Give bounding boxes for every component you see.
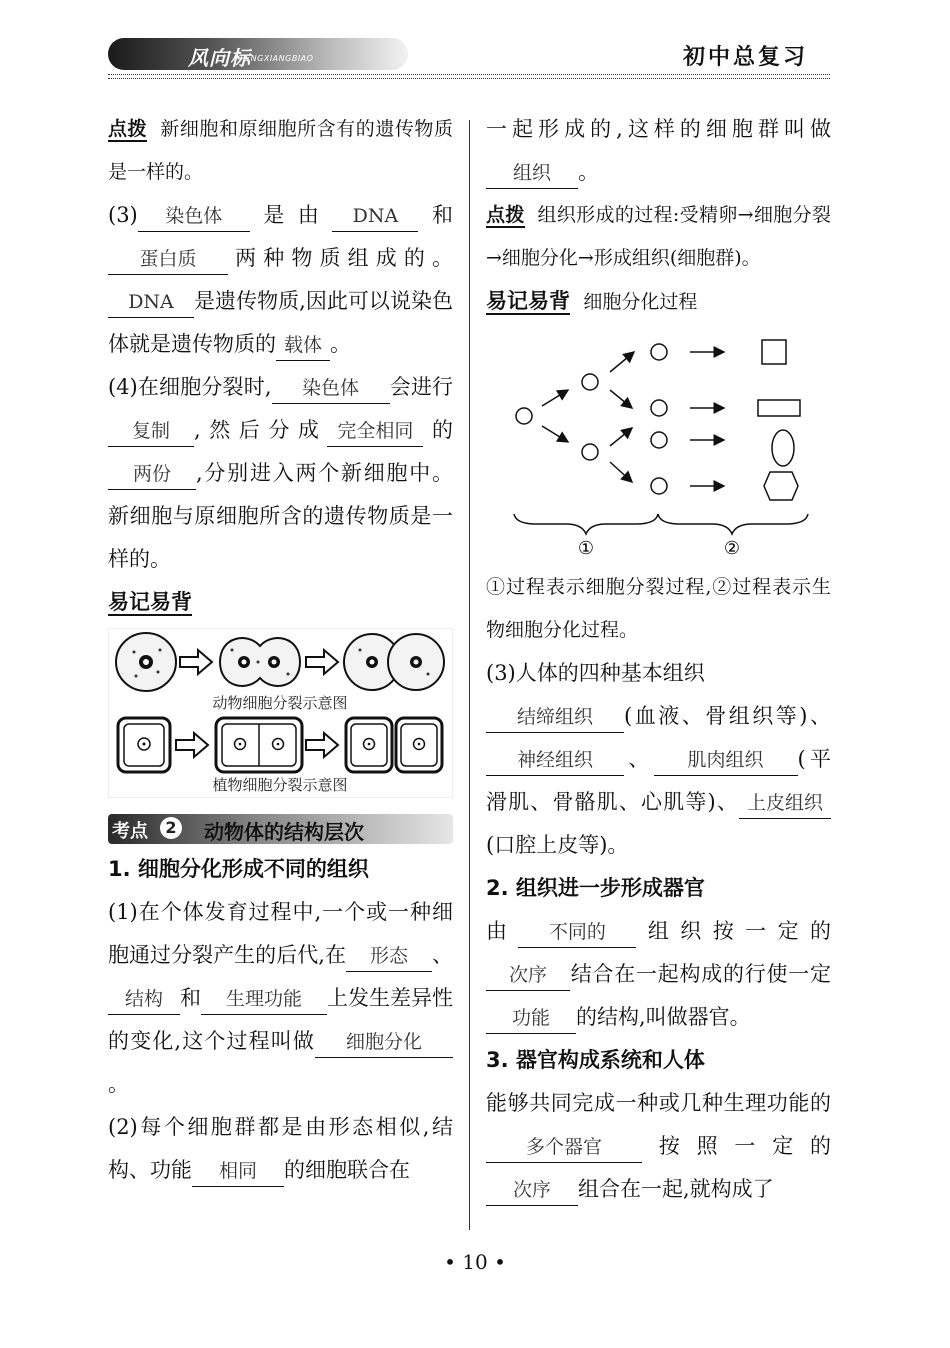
answer-blank: 蛋白质	[108, 244, 228, 275]
brace-2	[658, 514, 808, 534]
item-4-paragraph	[108, 366, 453, 581]
p1-text: 和	[180, 986, 201, 1010]
cell-differentiation-diagram	[486, 328, 831, 558]
cell-circle	[651, 344, 667, 360]
answer-blank: 完全相同	[327, 416, 423, 447]
cell-circle	[582, 374, 598, 390]
p2-text: (2)每个细胞群都是由形态相似,结构、功能	[108, 1115, 453, 1182]
memo-heading	[486, 280, 831, 324]
hint-text: 新细胞和原细胞所含有的遗传物质是一样的。	[108, 118, 453, 183]
cell-circle	[651, 400, 667, 416]
answer-blank: 形态	[346, 941, 432, 972]
hint-text: 组织形成的过程:受精卵→细胞分裂→细胞分化→形成组织(细胞群)。	[486, 204, 831, 269]
memo-heading	[108, 581, 453, 624]
answer-blank: 次序	[486, 1175, 578, 1206]
hint-label: 点拨	[486, 204, 525, 226]
answer-blank: 相同	[192, 1156, 284, 1187]
answer-blank: DNA	[332, 201, 418, 232]
answer-blank: 结缔组织	[486, 702, 624, 733]
paragraph-0	[486, 108, 831, 194]
p0-text: 。	[578, 160, 599, 184]
subheading-1: 1. 细胞分化形成不同的组织	[108, 857, 369, 881]
answer-blank: 上皮组织	[739, 788, 831, 819]
system-paragraph	[486, 1082, 831, 1211]
p5-text: 能够共同完成一种或几种生理功能的	[486, 1091, 831, 1115]
item-4-text: 的	[423, 418, 453, 442]
section-banner	[108, 814, 453, 844]
item-3-text: 和	[418, 203, 453, 227]
p3-text: (口腔上皮等)。	[486, 833, 629, 857]
plant-cell-1	[118, 718, 170, 772]
item-3-text: 是由	[249, 203, 333, 227]
p1-text: 。	[108, 1072, 129, 1096]
answer-blank: 生理功能	[201, 984, 327, 1015]
oval-cell-shape	[772, 430, 794, 466]
book-title: 初中总复习	[682, 45, 808, 70]
p1-text: 上发生差异性的变化,这个过程叫做	[108, 986, 453, 1053]
cell-circle	[582, 444, 598, 460]
header-divider	[108, 74, 830, 75]
p0-text: 一起形成的,这样的细胞群叫做	[486, 117, 831, 141]
cell-circle	[651, 478, 667, 494]
paragraph-2	[108, 1106, 453, 1192]
item-4-text: 会进行	[389, 375, 454, 399]
answer-blank: 载体	[276, 330, 330, 361]
subheading-3: 3. 器官构成系统和人体	[486, 1048, 705, 1072]
memo-text: 细胞分化过程	[583, 291, 698, 313]
item-3-paragraph	[108, 194, 453, 366]
hint-paragraph-1	[108, 108, 453, 194]
item-4-text: ,然后分成	[194, 418, 328, 442]
item-3-text: 两种物质组成的。	[228, 246, 453, 270]
answer-blank: 肌肉组织	[654, 745, 798, 776]
hint-paragraph-2	[486, 194, 831, 280]
rectangle-cell-shape	[758, 400, 800, 416]
plant-cell-2	[216, 718, 302, 772]
p1-text: 、	[431, 943, 453, 967]
cell-circle	[651, 432, 667, 448]
item-3-text: 是遗传物质,因此可以说染色体就是遗传物质的	[108, 289, 453, 356]
item-4-text: ,分别进入两个新细胞中。新细胞与原细胞所含的遗传物质是一样的。	[108, 461, 453, 571]
answer-blank: 多个器官	[486, 1132, 642, 1163]
answer-blank: 结构	[108, 984, 180, 1015]
item-3-text: 。	[330, 332, 351, 356]
answer-blank: 功能	[486, 1003, 576, 1034]
hexagon-cell-shape	[764, 472, 798, 500]
process-label-1: ①	[577, 538, 595, 558]
section-tag: 考点	[112, 821, 148, 842]
hint-label: 点拨	[108, 118, 148, 140]
organ-paragraph	[486, 910, 831, 1039]
section-number: 2	[160, 817, 182, 839]
memo-label: 易记易背	[486, 289, 570, 313]
tissue-paragraph	[486, 695, 831, 867]
answer-blank: 染色体	[138, 201, 250, 232]
p4-text: 结合在一起构成的行使一定	[570, 962, 831, 986]
animal-cell-2	[220, 638, 300, 686]
p5-text: 按照一定的	[642, 1134, 831, 1158]
answer-blank: 组织	[486, 158, 578, 189]
p5-text: 组合在一起,就构成了	[578, 1177, 774, 1201]
p3-text: (平滑肌、骨骼肌、心肌等)、	[486, 747, 831, 814]
right-column	[486, 108, 831, 1211]
header-divider-2	[108, 78, 830, 79]
p4-text: 组织按一定的	[636, 919, 832, 943]
answer-blank: DNA	[108, 287, 194, 318]
column-divider	[469, 120, 470, 1230]
p3-text: 、	[624, 747, 654, 771]
item-3-title: (3)人体的四种基本组织	[486, 661, 705, 685]
p4-text: 的结构,叫做器官。	[576, 1005, 751, 1029]
subheading-2: 2. 组织进一步形成器官	[486, 876, 705, 900]
diagram-note: ①过程表示细胞分裂过程,②过程表示生物细胞分化过程。	[486, 576, 831, 641]
answer-blank: 不同的	[518, 917, 636, 948]
answer-blank: 染色体	[272, 373, 390, 404]
answer-blank: 神经组织	[486, 745, 624, 776]
cell-division-figure	[108, 628, 453, 798]
brand-logo: 风向标	[188, 46, 251, 70]
answer-blank: 复制	[108, 416, 194, 447]
square-cell-shape	[762, 340, 786, 364]
answer-blank: 细胞分化	[315, 1027, 453, 1058]
p1-text: (1)在个体发育过程中,一个或一种细胞通过分裂产生的后代,在	[108, 900, 453, 967]
memo-label: 易记易背	[108, 590, 192, 614]
brand-pinyin: FENGXIANGBIAO	[240, 54, 314, 63]
answer-blank: 两份	[108, 459, 196, 490]
p4-text: 由	[486, 919, 519, 943]
p3-text: (血液、骨组织等)、	[624, 704, 831, 728]
answer-blank: 次序	[486, 960, 570, 991]
p2-text: 的细胞联合在	[284, 1158, 410, 1182]
left-column	[108, 108, 453, 1192]
item-4-text: (4)在细胞分裂时,	[108, 375, 272, 399]
section-title: 动物体的结构层次	[204, 820, 364, 844]
animal-figure-caption: 动物细胞分裂示意图	[212, 694, 348, 712]
item-3-number: (3)	[108, 203, 138, 227]
page-number: • 10 •	[444, 1250, 506, 1274]
paragraph-1	[108, 891, 453, 1106]
process-label-2: ②	[723, 538, 741, 558]
cell-circle	[516, 408, 532, 424]
plant-figure-caption: 植物细胞分裂示意图	[212, 776, 348, 794]
animal-cell-1	[116, 633, 176, 691]
brace-1	[514, 514, 658, 534]
